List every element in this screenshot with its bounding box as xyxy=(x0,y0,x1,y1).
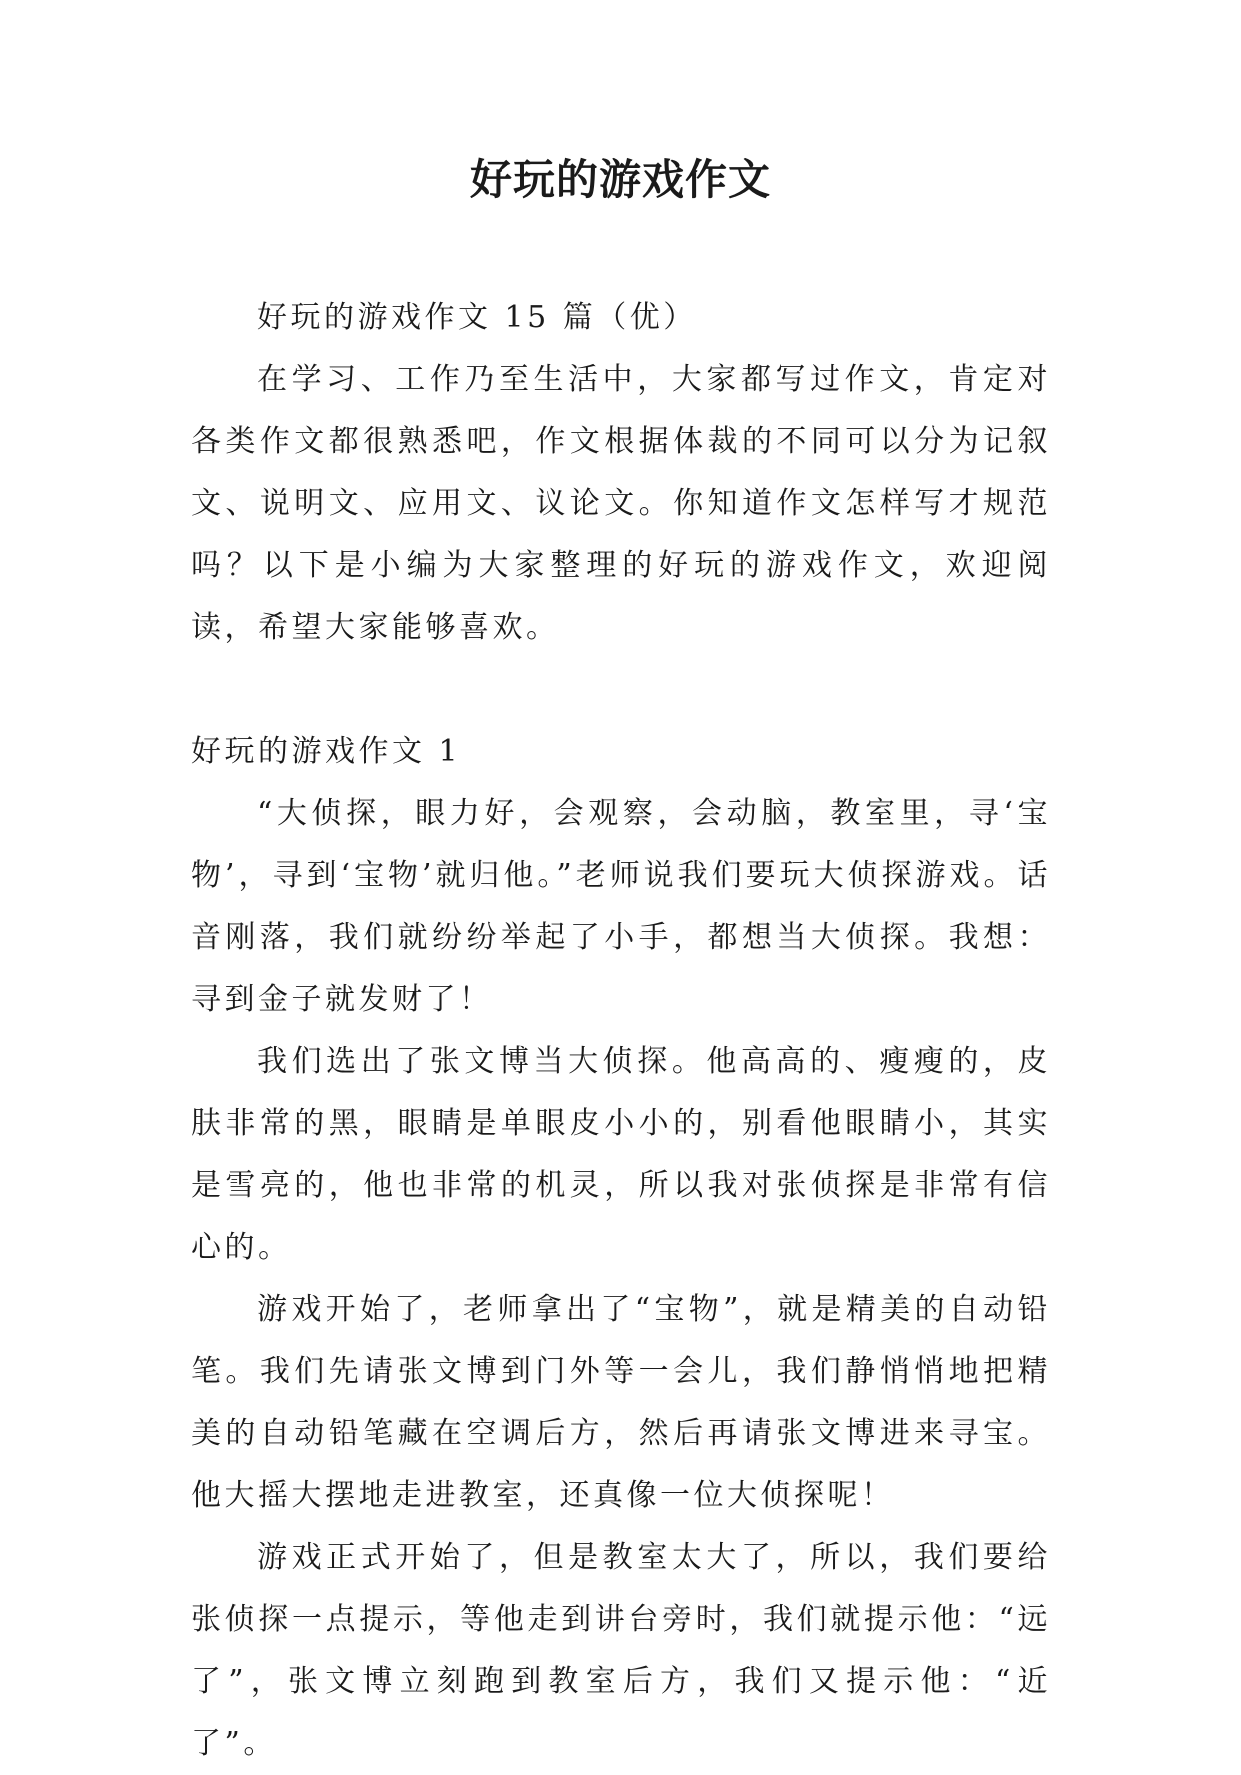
intro-paragraph: 在学习、工作乃至生活中，大家都写过作文，肯定对各类作文都很熟悉吧，作文根据体裁的不同可以分为记叙文、说明文、应用文、议论文。你知道作文怎样写才规范吗？以下是小编为大家整理的好玩的游戏作文，欢迎阅读，希望大家能够喜欢。 xyxy=(191,362,1051,645)
body-paragraph: “大侦探，眼力好，会观察，会动脑，教室里，寻‘宝物’，寻到‘宝物’就归他。”老师说我们要玩大侦探游戏。话音刚落，我们就纷纷举起了小手，都想当大侦探。我想：寻到金子就发财了！ xyxy=(191,796,1051,1017)
document-body xyxy=(191,287,1051,1775)
body-paragraph: 游戏正式开始了，但是教室太大了，所以，我们要给张侦探一点提示，等他走到讲台旁时，我们就提示他：“远了”，张文博立刻跑到教室后方，我们又提示他：“近了”。 xyxy=(191,1540,1051,1761)
body-paragraph: 游戏开始了，老师拿出了“宝物”，就是精美的自动铅笔。我们先请张文博到门外等一会儿，我们静悄悄地把精美的自动铅笔藏在空调后方，然后再请张文博进来寻宝。他大摇大摆地走进教室，还真像一位大侦探呢！ xyxy=(191,1292,1051,1513)
document-title: 好玩的游戏作文 xyxy=(469,155,771,204)
body-paragraph: 我们选出了张文博当大侦探。他高高的、瘦瘦的，皮肤非常的黑，眼睛是单眼皮小小的，别看他眼睛小，其实是雪亮的，他也非常的机灵，所以我对张侦探是非常有信心的。 xyxy=(191,1044,1051,1265)
section-heading: 好玩的游戏作文 1 xyxy=(191,734,462,769)
document-subtitle: 好玩的游戏作文 15 篇（优） xyxy=(257,300,697,335)
